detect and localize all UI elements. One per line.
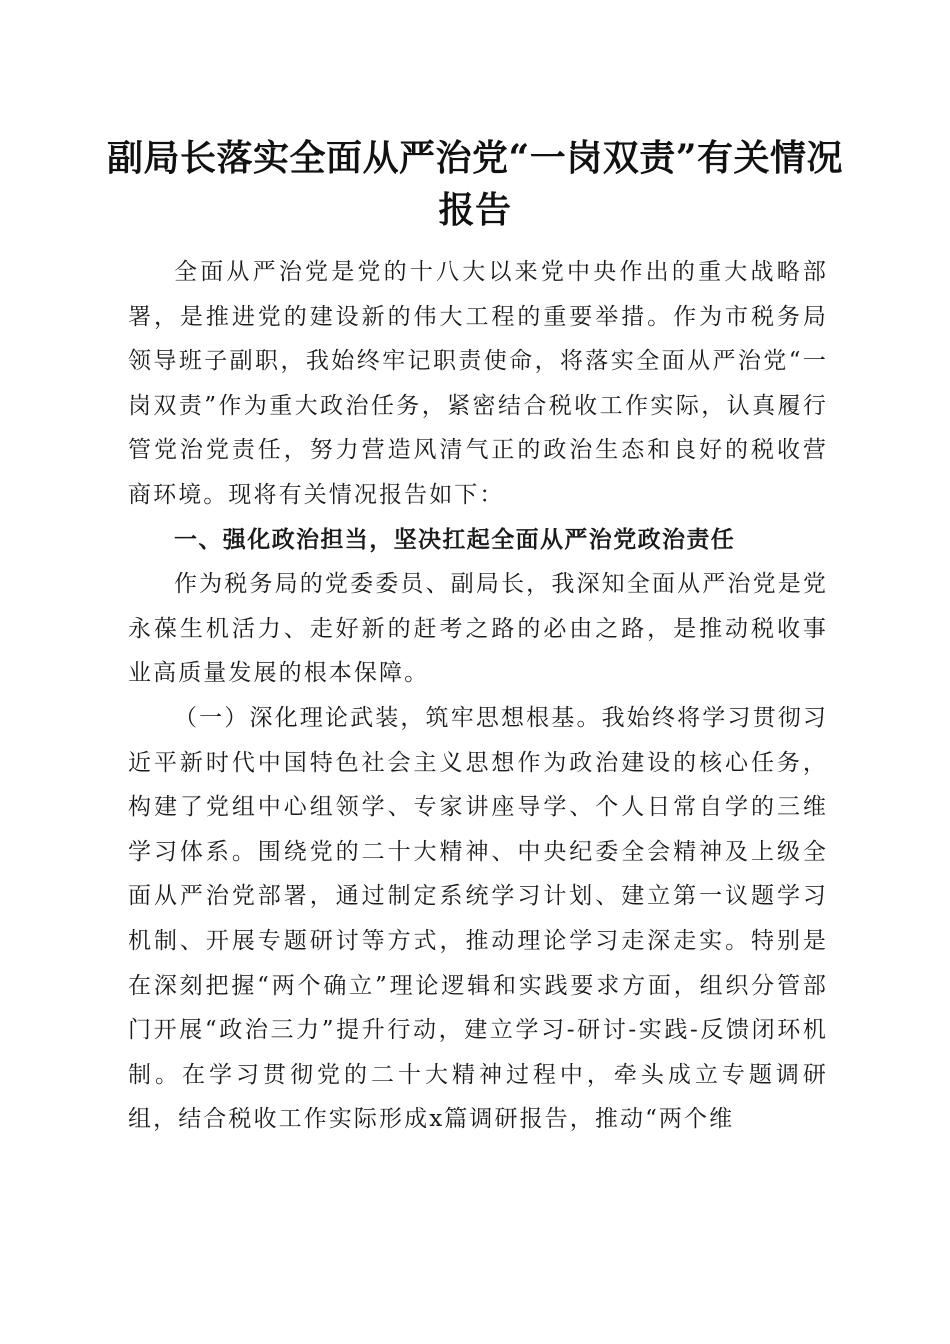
intro-paragraph: 全面从严治党是党的十八大以来党中央作出的重大战略部署，是推进党的建设新的伟大工程的重要举措。作为市税务局领导班子副职，我始终牢记职责使命，将落实全面从严治党“一岗双责”作为重大政治任务，紧密结合税收工作实际，认真履行管党治党责任，努力营造风清气正的政治生态和良好的税收营商环境。现将有关情况报告如下： (128, 259, 828, 508)
subsection-1-text: 我始终将学习贯彻习近平新时代中国特色社会主义思想作为政治建设的核心任务，构建了党组中心组领学、专家讲座导学、个人日常自学的三维学习体系。围绕党的二十大精神、中央纪委全会精神及上级全面从严治党部署，通过制定系统学习计划、建立第一议题学习机制、开展专题研讨等方式，推动理论学习走深走实。特别是在深刻把握“两个确立”理论逻辑和实践要求方面，组织分管部门开展“政治三力”提升行动，建立学习-研讨-实践-反馈闭环机制。在学习贯彻党的二十大精神过程中，牵头成立专题调研组，结合税收工作实际形成x篇调研报告，推动“两个维 (128, 704, 829, 1133)
document-title: 副局长落实全面从严治党“一岗双责”有关情况报告 (107, 137, 843, 231)
subsection-1-lead: （一）深化理论武装，筑牢思想根基。 (174, 704, 602, 731)
section-1-paragraph: 作为税务局的党委委员、副局长，我深知全面从严治党是党永葆生机活力、走好新的赶考之路的必由之路，是推动税收事业高质量发展的根本保障。 (128, 571, 828, 687)
document-body (128, 250, 828, 1142)
section-1-heading: 一、强化政治担当，坚决扛起全面从严治党政治责任 (174, 526, 736, 553)
subsection-1-paragraph (128, 696, 828, 1142)
